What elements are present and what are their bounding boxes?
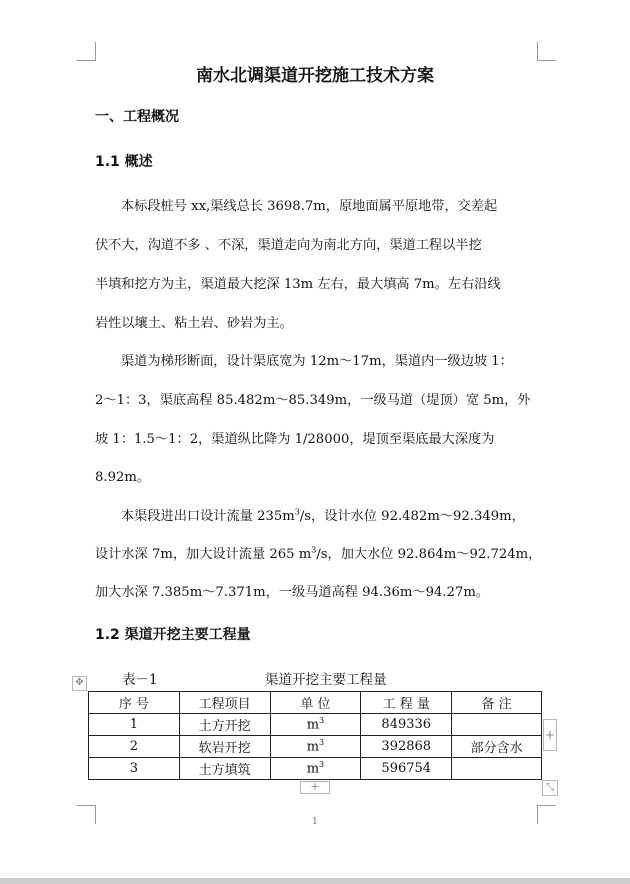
paragraph-line: 2～1：3，渠底高程 85.482m～85.349m，一级马道（堤顶）宽 5m，外 — [95, 393, 531, 408]
table-cell: 596754 — [361, 758, 452, 780]
table-header-cell: 工程项目 — [179, 692, 270, 714]
page-bottom-bar — [0, 878, 630, 884]
crop-mark-top-right — [537, 42, 556, 61]
table-cell — [452, 714, 542, 736]
table-cell: 部分含水 — [452, 736, 542, 758]
paragraph-line: 伏不大，沟道不多 、不深，渠道走向为南北方向，渠道工程以半挖 — [95, 238, 482, 253]
table-row — [89, 736, 542, 758]
paragraph-line: 渠道为梯形断面，设计渠底宽为 12m～17m，渠道内一级边坡 1： — [121, 354, 513, 369]
section-heading-quantities: 1.2 渠道开挖主要工程量 — [95, 627, 251, 643]
paragraph-line: 本渠段进出口设计流量 $235m^3/s$，设计水位 92.482m～92.349m， — [121, 507, 525, 524]
paragraph-line: 本标段桩号 xx,渠线总长 3698.7m，原地面属平原地带，交差起 — [121, 199, 498, 214]
table-header-cell: 序 号 — [89, 692, 180, 714]
table-cell: 3 — [89, 758, 180, 780]
table-cell: 软岩开挖 — [179, 736, 270, 758]
section-heading-summary: 1.1 概述 — [95, 154, 153, 170]
resize-icon[interactable]: ⤡ — [542, 780, 558, 796]
plus-icon: + — [310, 780, 320, 793]
document-title: 南水北调渠道开挖施工技术方案 — [196, 66, 434, 86]
table-cell: 392868 — [361, 736, 452, 758]
table-cell: 土方开挖 — [179, 714, 270, 736]
paragraph-line: 8.92m。 — [95, 470, 151, 485]
table-cell: 土方填筑 — [179, 758, 270, 780]
add-column-button[interactable] — [543, 719, 557, 751]
table-cell: $m^3$ — [270, 714, 361, 736]
add-row-button[interactable] — [300, 781, 330, 794]
table-row — [89, 758, 542, 780]
table-header-cell: 备 注 — [452, 692, 542, 714]
table-cell: 1 — [89, 714, 180, 736]
table-header-row — [89, 692, 542, 714]
paragraph-line: 坡 1：1.5～1：2，渠道纵比降为 1/28000，堤顶至渠底最大深度为 — [95, 432, 495, 447]
paragraph-line: 加大水深 7.385m～7.371m，一级马道高程 94.36m～94.27m。 — [95, 585, 490, 600]
paragraph-line: 设计水深 7m，加大设计流量 265 $m^3/s$，加大水位 92.864m～92.724m， — [95, 545, 542, 562]
paragraph-line: 岩性以壤土、粘土岩、砂岩为主。 — [95, 316, 293, 331]
quantities-table — [88, 691, 542, 780]
table-caption-label: 表－1 — [122, 672, 158, 688]
page-number: 1 — [312, 817, 318, 827]
plus-icon: + — [544, 728, 556, 742]
table-cell: $m^3$ — [270, 758, 361, 780]
table-header-cell: 工 程 量 — [361, 692, 452, 714]
table-cell — [452, 758, 542, 780]
table-cell: 2 — [89, 736, 180, 758]
section-heading-overview: 一、工程概况 — [95, 109, 179, 125]
table-header-cell: 单 位 — [270, 692, 361, 714]
move-icon[interactable]: ✥ — [72, 676, 87, 691]
paragraph-line: 半填和挖方为主，渠道最大挖深 13m 左右，最大填高 7m。左右沿线 — [95, 277, 501, 292]
table-row — [89, 714, 542, 736]
table-cell: $m^3$ — [270, 736, 361, 758]
crop-mark-top-left — [77, 42, 96, 61]
table-caption-title: 渠道开挖主要工程量 — [265, 672, 387, 688]
table-cell: 849336 — [361, 714, 452, 736]
